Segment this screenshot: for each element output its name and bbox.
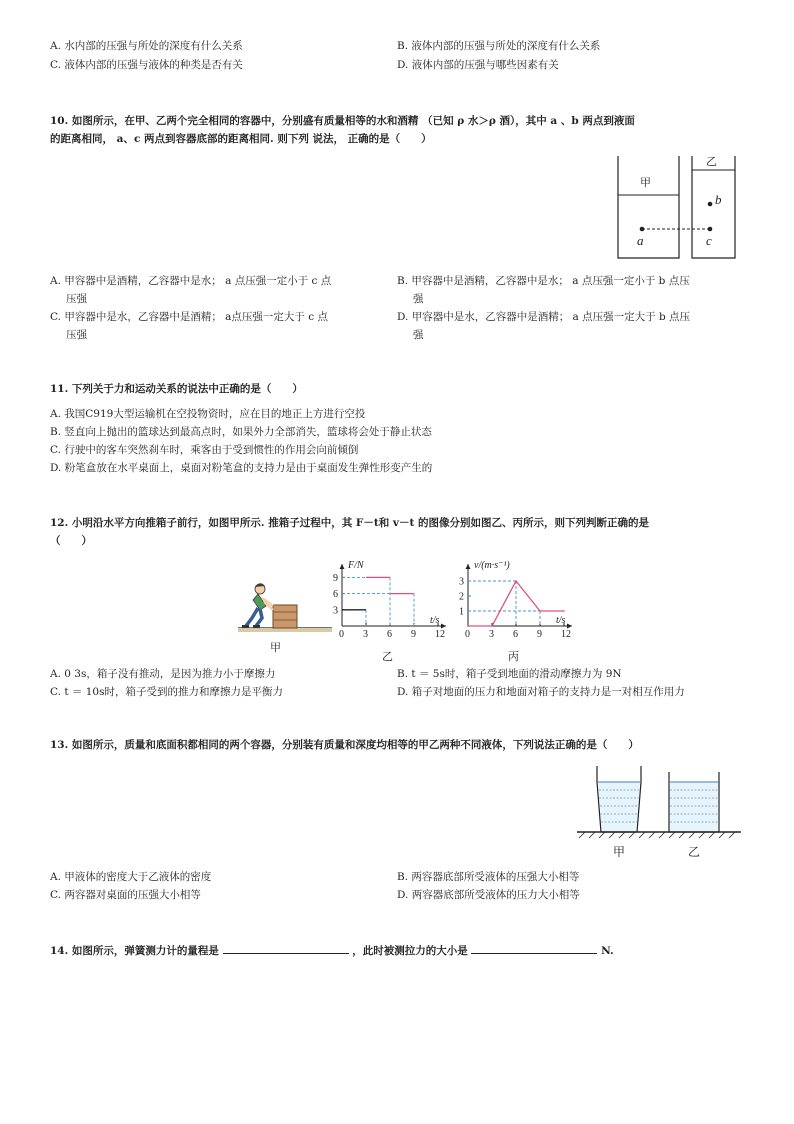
velocity-point [539,610,541,612]
x-tick-label: 9 [537,629,542,640]
q12-stem-line1: 12. 小明沿水平方向推箱子前行，如图甲所示. 推箱子过程中，其 F－t和 v－t 的图像分别如图乙、丙所示，则下列判断正确的是 [50,517,649,529]
caption-yi: 乙 [688,845,701,859]
box-icon [273,605,297,628]
x-tick-label: 0 [339,629,344,640]
q13-containers-figure [575,758,745,862]
velocity-point [515,580,517,582]
q12-option-b: B. t ＝ 5s时，箱子受到地面的滑动摩擦力为 9N [397,668,622,680]
y-tick-label: 6 [333,589,338,601]
x-axis-label: t/s [430,615,440,626]
label-a: a [637,233,644,248]
x-tick-label: 9 [411,629,416,640]
y-tick-label: 3 [333,605,338,617]
q13-option-d: D. 两容器底部所受液体的压力大小相等 [397,889,580,901]
q10-option-b-line2: 强 [413,293,424,305]
q12-velocity-time-chart [450,553,585,673]
y-axis-label: v/(m·s⁻¹) [474,560,510,571]
q13-option-b: B. 两容器底部所受液体的压强大小相等 [397,871,580,883]
y-tick-label: 1 [459,606,464,618]
point-b [708,202,713,207]
label-c: c [706,233,712,248]
y-axis-arrow [466,564,471,569]
container-jia [618,156,679,258]
q11-stem: 11. 下列关于力和运动关系的说法中正确的是（ ） [50,383,303,395]
caption-bing: 丙 [508,651,519,663]
q10-containers-figure [612,152,742,262]
q12-option-c: C. t ＝ 10s时，箱子受到的推力和摩擦力是平衡力 [50,686,283,698]
q10-stem-line1: 10. 如图所示，在甲、乙两个完全相同的容器中，分别盛有质量相等的水和酒精 （已知 ρ 水＞ρ 酒），其中 a 、b 两点到液面 [50,115,635,127]
q11-option-a: A. 我国C919大型运输机在空投物资时，应在目的地正上方进行空投 [50,408,366,420]
q14-text-b: ，此时被测拉力的大小是 [352,945,468,957]
x-tick-label: 12 [435,629,445,640]
q12-stem-line2: （ ） [50,535,92,547]
y-tick-label: 9 [333,572,338,584]
x-tick-label: 0 [465,629,470,640]
velocity-point [467,625,469,627]
q10-option-c-line2: 压强 [66,329,87,341]
q10-stem-line2: 的距离相同， a、c 两点到容器底部的距离相同. 则下列 说法， 正确的是（ ） [50,133,432,145]
q14-range-blank[interactable] [223,941,349,954]
q10-option-a-line2: 压强 [66,293,87,305]
q11-option-b: B. 竖直向上抛出的篮球达到最高点时，如果外力全部消失，篮球将会处于静止状态 [50,426,432,438]
x-axis-arrow [441,624,446,629]
table-hatching [579,832,735,838]
q10-option-d-line1: D. 甲容器中是水，乙容器中是酒精； a 点压强一定大于 b 点压 [397,311,691,323]
q12-boy-pushing-figure [222,560,332,660]
q10-option-a-line1: A. 甲容器中是酒精，乙容器中是水； a 点压强一定小于 c 点 [50,275,332,287]
y-axis-arrow [340,564,345,569]
q10-option-b-line1: B. 甲容器中是酒精，乙容器中是水； a 点压强一定小于 b 点压 [397,275,690,287]
x-tick-label: 3 [489,629,494,640]
q10-option-c-line1: C. 甲容器中是水，乙容器中是酒精； a点压强一定大于 c 点 [50,311,328,323]
y-tick-label: 3 [459,576,464,588]
q9-option-b: B. 液体内部的压强与所处的深度有什么关系 [397,40,601,52]
velocity-point [491,625,493,627]
velocity-point [563,610,565,612]
ground-hatch [238,628,332,632]
x-tick-label: 6 [513,629,518,640]
q9-option-c: C. 液体内部的压强与液体的种类是否有关 [50,59,243,71]
q14-force-blank[interactable] [471,941,597,954]
x-axis-label: t/s [556,615,566,626]
boy-icon [242,583,273,628]
q14-text-c: N. [601,945,614,957]
q12-option-d: D. 箱子对地面的压力和地面对箱子的支持力是一对相互作用力 [397,686,685,698]
y-tick-label: 2 [459,591,464,603]
q14-line [50,941,614,960]
point-c [708,227,713,232]
x-tick-label: 3 [363,629,368,640]
caption-jia: 甲 [270,642,281,654]
q11-option-d: D. 粉笔盒放在水平桌面上，桌面对粉笔盒的支持力是由于桌面发生弹性形变产生的 [50,462,433,474]
q12-force-time-chart [326,553,456,673]
label-b: b [715,192,722,207]
y-axis-label: F/N [348,560,364,571]
q9-option-d: D. 液体内部的压强与哪些因素有关 [397,59,559,71]
q13-stem: 13. 如图所示，质量和底面积都相同的两个容器，分别装有质量和深度均相等的甲乙两种不同液体，下列说法正确的是（ ） [50,739,639,751]
x-tick-label: 6 [387,629,392,640]
q11-option-c: C. 行驶中的客车突然刹车时，乘客由于受到惯性的作用会向前倾倒 [50,444,359,456]
caption-jia: 甲 [613,845,626,859]
q13-option-a: A. 甲液体的密度大于乙液体的密度 [50,871,212,883]
label-yi: 乙 [706,156,717,168]
point-a [640,227,645,232]
label-jia: 甲 [640,177,651,189]
q14-text-a: 14. 如图所示，弹簧测力计的量程是 [50,945,219,957]
x-tick-label: 12 [561,629,571,640]
container-yi [692,156,735,258]
q13-option-c: C. 两容器对桌面的压强大小相等 [50,889,201,901]
q12-option-a: A. 0 3s，箱子没有推动，是因为推力小于摩擦力 [50,668,276,680]
q9-option-a: A. 水内部的压强与所处的深度有什么关系 [50,40,243,52]
q10-option-d-line2: 强 [413,329,424,341]
x-axis-arrow [567,624,572,629]
caption-yi: 乙 [382,651,393,663]
